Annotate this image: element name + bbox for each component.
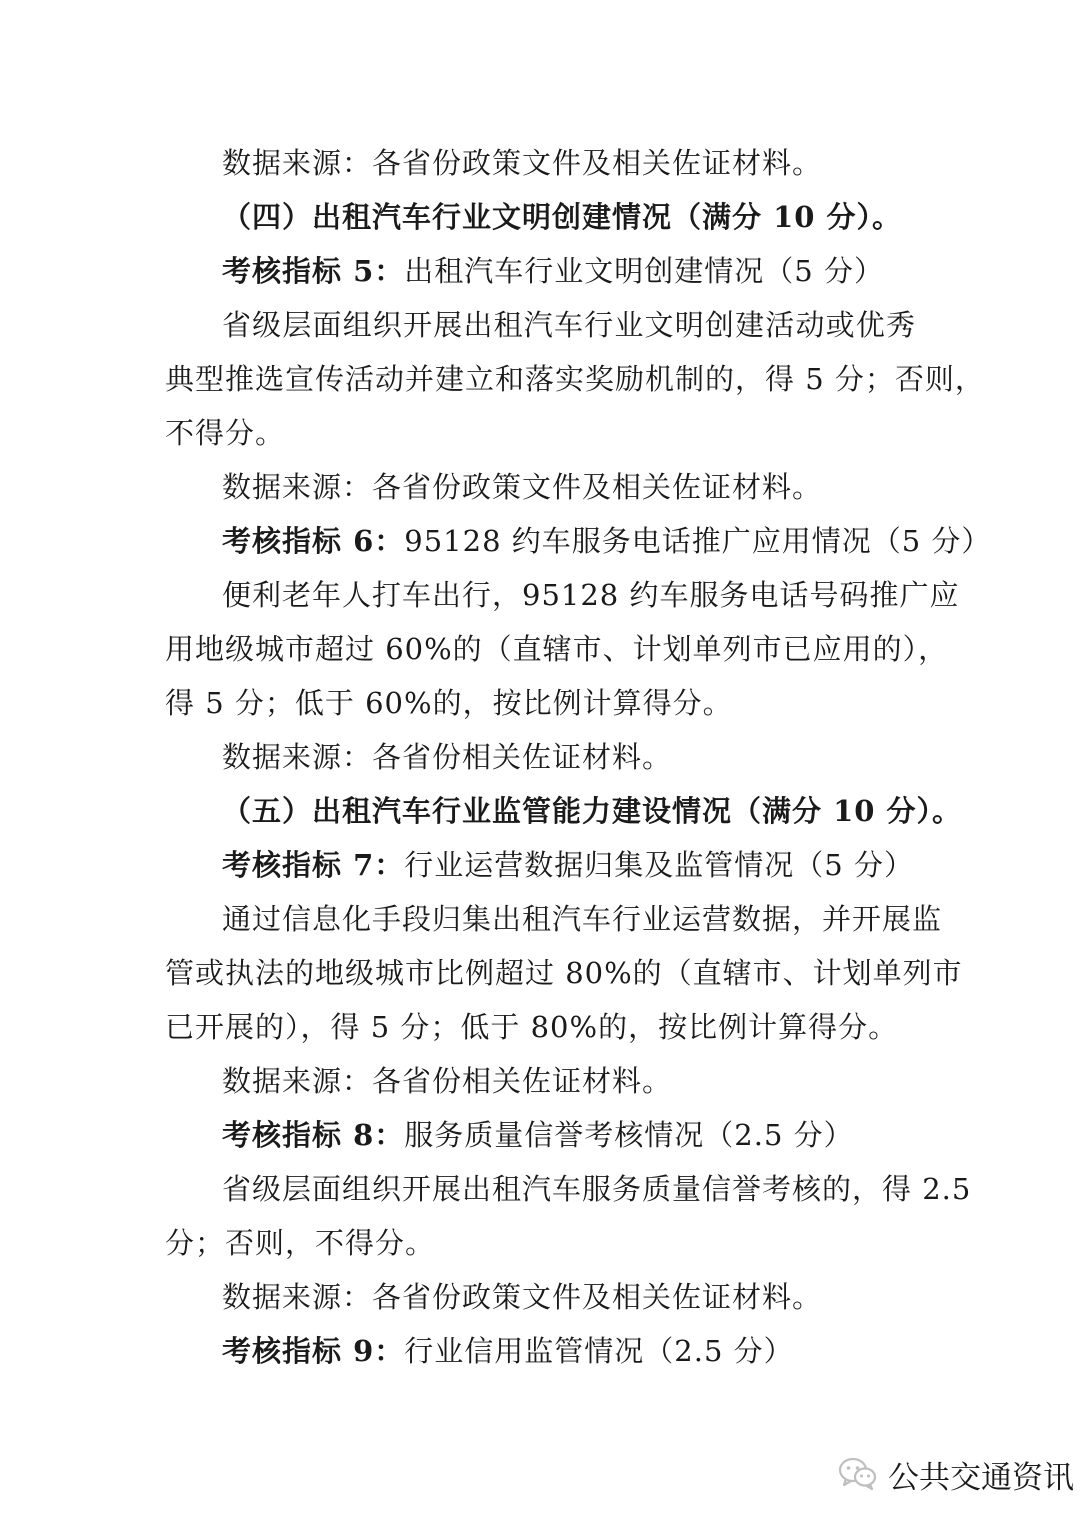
paragraph-line: 省级层面组织开展出租汽车服务质量信誉考核的，得 2.5 bbox=[222, 1172, 972, 1206]
paragraph-line: 用地级城市超过 60%的（直辖市、计划单列市已应用的）， bbox=[165, 632, 949, 666]
watermark-text: 公共交通资讯 bbox=[888, 1459, 1074, 1496]
section-heading-5: （五）出租汽车行业监管能力建设情况（满分 10 分）。 bbox=[222, 794, 963, 828]
paragraph-line: 管或执法的地级城市比例超过 80%的（直辖市、计划单列市 bbox=[165, 956, 963, 990]
indicator-6-heading bbox=[222, 521, 991, 561]
indicator-title: 行业信用监管情况（2.5 分） bbox=[404, 1334, 794, 1368]
indicator-label: 考核指标 5： bbox=[222, 254, 405, 288]
indicator-7-heading bbox=[222, 845, 914, 885]
indicator-label: 考核指标 9： bbox=[222, 1334, 405, 1368]
paragraph-line: 典型推选宣传活动并建立和落实奖励机制的，得 5 分；否则， bbox=[165, 362, 985, 396]
indicator-title: 服务质量信誉考核情况（2.5 分） bbox=[404, 1118, 854, 1152]
data-source-line: 数据来源：各省份相关佐证材料。 bbox=[222, 740, 673, 774]
indicator-9-heading bbox=[222, 1331, 794, 1371]
data-source-line: 数据来源：各省份政策文件及相关佐证材料。 bbox=[222, 1280, 823, 1314]
indicator-title: 行业运营数据归集及监管情况（5 分） bbox=[404, 848, 914, 882]
indicator-8-heading bbox=[222, 1115, 854, 1155]
paragraph-line: 便利老年人打车出行，95128 约车服务电话号码推广应 bbox=[222, 578, 960, 612]
paragraph-line: 已开展的），得 5 分；低于 80%的，按比例计算得分。 bbox=[165, 1010, 899, 1044]
indicator-5-heading bbox=[222, 251, 884, 291]
paragraph-line: 分；否则，不得分。 bbox=[165, 1226, 436, 1260]
data-source-line: 数据来源：各省份相关佐证材料。 bbox=[222, 1064, 673, 1098]
indicator-title: 出租汽车行业文明创建情况（5 分） bbox=[404, 254, 884, 288]
paragraph-line: 得 5 分；低于 60%的，按比例计算得分。 bbox=[165, 686, 733, 720]
section-heading-4: （四）出租汽车行业文明创建情况（满分 10 分）。 bbox=[222, 200, 903, 234]
wechat-watermark bbox=[838, 1452, 1074, 1496]
indicator-label: 考核指标 6： bbox=[222, 524, 405, 558]
paragraph-line: 通过信息化手段归集出租汽车行业运营数据，并开展监 bbox=[222, 902, 943, 936]
indicator-label: 考核指标 7： bbox=[222, 848, 405, 882]
paragraph-line: 不得分。 bbox=[165, 416, 286, 450]
indicator-title: 95128 约车服务电话推广应用情况（5 分） bbox=[404, 524, 992, 558]
wechat-icon bbox=[838, 1456, 878, 1492]
data-source-line: 数据来源：各省份政策文件及相关佐证材料。 bbox=[222, 470, 823, 504]
data-source-line: 数据来源：各省份政策文件及相关佐证材料。 bbox=[222, 146, 823, 180]
paragraph-line: 省级层面组织开展出租汽车行业文明创建活动或优秀 bbox=[222, 308, 916, 342]
indicator-label: 考核指标 8： bbox=[222, 1118, 405, 1152]
